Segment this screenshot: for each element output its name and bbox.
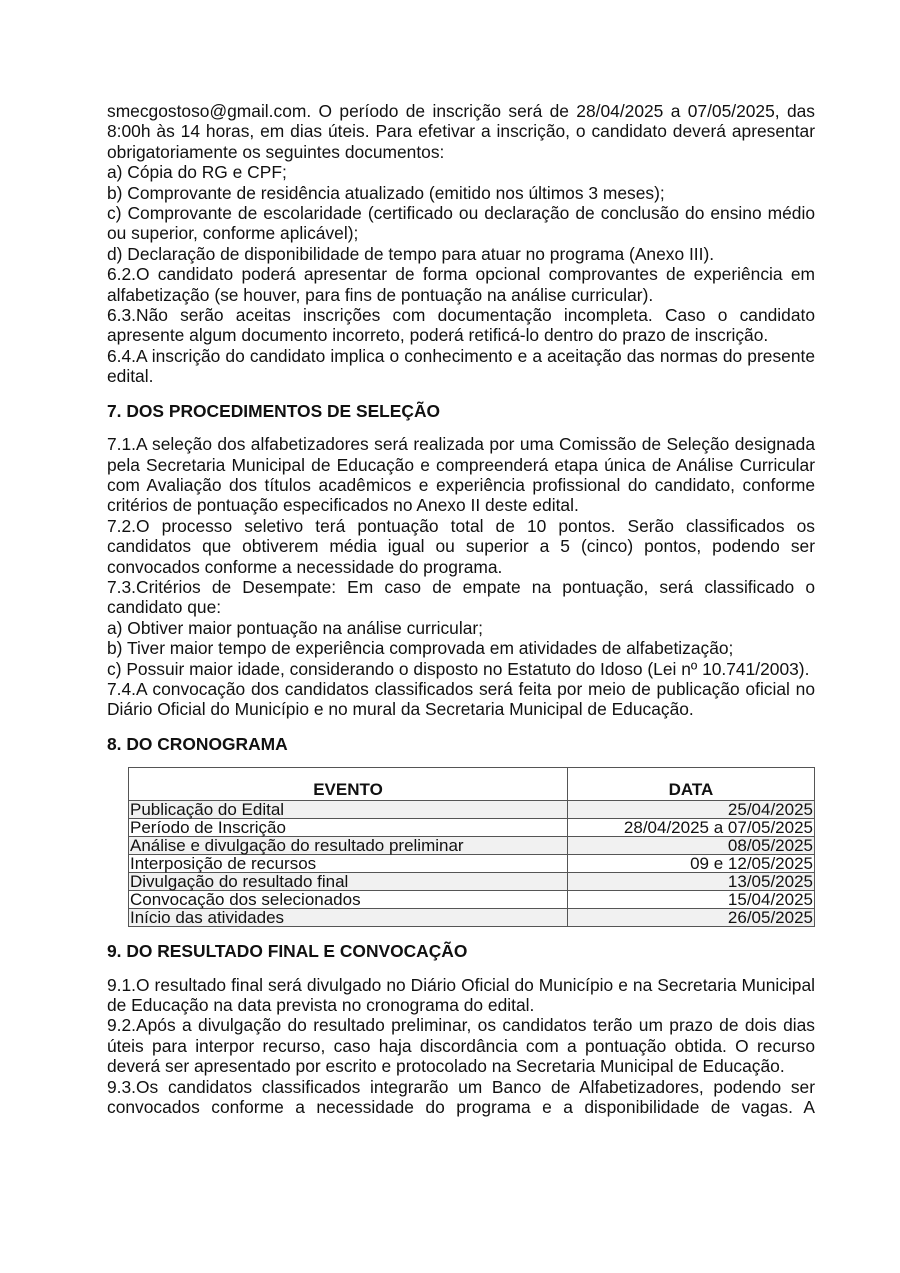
clause-text: Os candidatos classificados integrarão um Banco de Alfabetizadores, podendo ser convocados conforme a necessidade do programa e a disponibilidade de vagas. A: [107, 1076, 815, 1118]
clause-text: Critérios de Desempate: Em caso de empate na pontuação, será classificado o candidato que:: [107, 576, 815, 618]
clause-number: 6.3.: [107, 305, 137, 326]
date-cell: 15/04/2025: [568, 891, 815, 909]
clause-number: 6.4.: [107, 345, 137, 366]
clause-text: O candidato poderá apresentar de forma opcional comprovantes de experiência em alfabetização (se houver, para fins de pontuação na análise curricular).: [107, 264, 815, 305]
table-row: [129, 891, 815, 909]
schedule-table: [128, 767, 815, 927]
section-7-heading: 7. DOS PROCEDIMENTOS DE SELEÇÃO: [107, 400, 441, 421]
clause-number: 7.2.: [107, 515, 137, 536]
clause-text: Após a divulgação do resultado preliminar, os candidatos terão um prazo de dois dias úteis para interpor recurso, caso haja discordância com a pontuação obtida. O recurso deverá ser apresentado por escrito e protocolado na Secretaria Municipal de Educação.: [107, 1015, 815, 1077]
event-cell: Período de Inscrição: [129, 819, 568, 837]
event-cell: Divulgação do resultado final: [129, 873, 568, 891]
clause-text: O resultado final será divulgado no Diário Oficial do Município e na Secretaria Municipal de Educação na data prevista no cronograma do edital.: [107, 974, 815, 1015]
tiebreaker-item: b) Tiver maior tempo de experiência comprovada em atividades de alfabetização;: [107, 638, 734, 659]
document-item: c) Comprovante de escolaridade (certificado ou declaração de conclusão do ensino médio ou superior, conforme aplicável);: [107, 203, 815, 244]
date-cell: 25/04/2025: [568, 801, 815, 819]
clause-9-3: [107, 1077, 815, 1118]
event-cell: Interposição de recursos: [129, 855, 568, 873]
clause-9-1: [107, 975, 815, 1016]
table-row: [129, 837, 815, 855]
clause-text: O processo seletivo terá pontuação total de 10 pontos. Serão classificados os candidatos que obtiverem média igual ou superior a 5 (cinco) pontos, podendo ser convocados conforme a necessidade do programa.: [107, 515, 815, 577]
document-item: b) Comprovante de residência atualizado (emitido nos últimos 3 meses);: [107, 182, 665, 203]
registration-paragraph: smecgostoso@gmail.com. O período de inscrição será de 28/04/2025 a 07/05/2025, das 8:00h às 14 horas, em dias úteis. Para efetivar a inscrição, o candidato deverá apresentar obrigatoriamente os seguintes documentos:: [107, 101, 815, 162]
clause-number: 7.3.: [107, 576, 137, 597]
document-item: a) Cópia do RG e CPF;: [107, 162, 287, 183]
clause-7-3: [107, 577, 815, 618]
event-cell: Convocação dos selecionados: [129, 891, 568, 909]
table-row: [129, 873, 815, 891]
clause-number: 6.2.: [107, 264, 137, 285]
section-9-heading: 9. DO RESULTADO FINAL E CONVOCAÇÃO: [107, 941, 468, 962]
column-header-event: EVENTO: [129, 768, 568, 801]
table-row: [129, 909, 815, 927]
tiebreaker-item: c) Possuir maior idade, considerando o disposto no Estatuto do Idoso (Lei nº 10.741/2003).: [107, 658, 810, 679]
clause-7-1: [107, 434, 815, 516]
clause-6-3: [107, 305, 815, 346]
clause-text: A convocação dos candidatos classificados será feita por meio de publicação oficial no Diário Oficial do Município e no mural da Secretaria Municipal de Educação.: [107, 678, 815, 720]
clause-number: 9.2.: [107, 1015, 137, 1036]
table-row: [129, 819, 815, 837]
clause-text: Não serão aceitas inscrições com documentação incompleta. Caso o candidato apresente algum documento incorreto, poderá retificá-lo dentro do prazo de inscrição.: [107, 305, 815, 346]
document-page: [107, 101, 815, 1117]
clause-6-2: [107, 264, 815, 305]
clause-6-4: [107, 346, 815, 387]
date-cell: 08/05/2025: [568, 837, 815, 855]
document-item: d) Declaração de disponibilidade de tempo para atuar no programa (Anexo III).: [107, 243, 715, 264]
date-cell: 09 e 12/05/2025: [568, 855, 815, 873]
section-8-heading: 8. DO CRONOGRAMA: [107, 733, 288, 754]
clause-7-2: [107, 516, 815, 577]
date-cell: 26/05/2025: [568, 909, 815, 927]
clause-text: A seleção dos alfabetizadores será realizada por uma Comissão de Seleção designada pela Secretaria Municipal de Educação e compreenderá etapa única de Análise Curricular com Avaliação dos títulos acadêmicos e experiência profissional do candidato, conforme critérios de pontuação especificados no Anexo II deste edital.: [107, 434, 815, 516]
clause-number: 7.4.: [107, 678, 137, 699]
clause-9-2: [107, 1015, 815, 1076]
table-row: [129, 855, 815, 873]
clause-number: 9.1.: [107, 974, 137, 995]
schedule-header-row: [129, 768, 815, 801]
clause-text: A inscrição do candidato implica o conhecimento e a aceitação das normas do presente edital.: [107, 345, 815, 387]
event-cell: Publicação do Edital: [129, 801, 568, 819]
event-cell: Análise e divulgação do resultado preliminar: [129, 837, 568, 855]
column-header-date: DATA: [568, 768, 815, 801]
date-cell: 28/04/2025 a 07/05/2025: [568, 819, 815, 837]
clause-7-4: [107, 679, 815, 720]
table-row: [129, 801, 815, 819]
clause-number: 7.1.: [107, 434, 137, 455]
date-cell: 13/05/2025: [568, 873, 815, 891]
tiebreaker-item: a) Obtiver maior pontuação na análise curricular;: [107, 617, 484, 638]
clause-number: 9.3.: [107, 1076, 137, 1097]
event-cell: Início das atividades: [129, 909, 568, 927]
